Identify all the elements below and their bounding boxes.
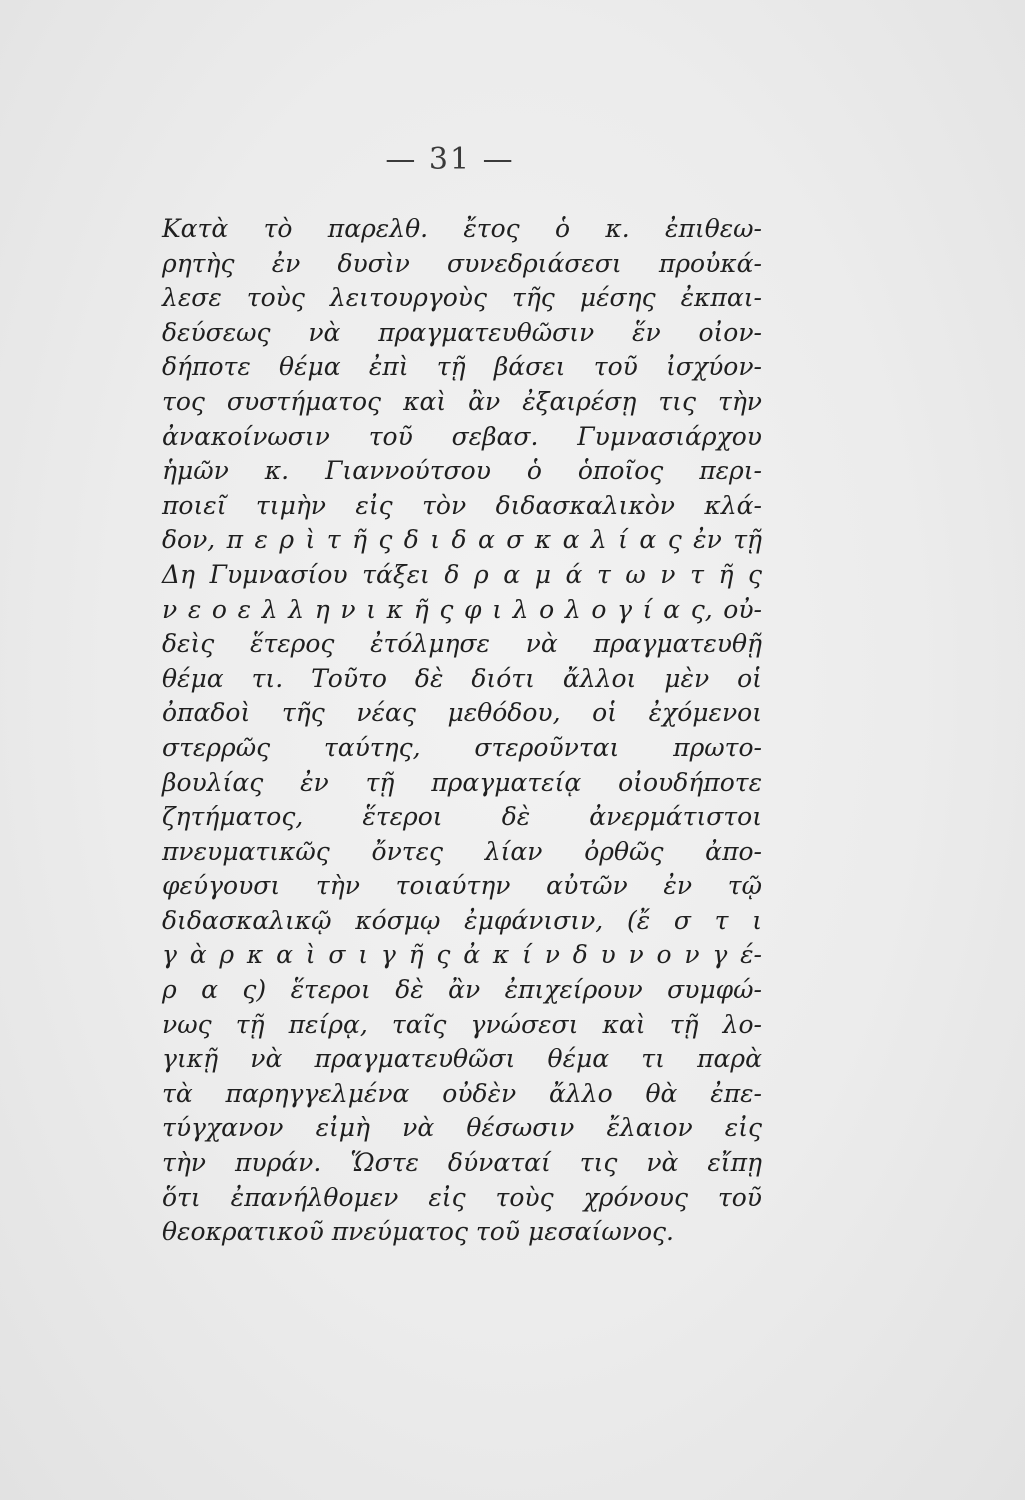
- text-line: τὰ παρηγγελμένα οὐδὲν ἄλλο θὰ ἐπε-: [162, 1078, 762, 1108]
- text-line: ἀνακοίνωσιν τοῦ σεβασ. Γυμνασιάρχου: [162, 421, 762, 451]
- text-line: γ ὰ ρ κ α ὶ σ ι γ ῆ ς ἀ κ ί ν δ υ ν ο ν γ έ-: [162, 940, 762, 970]
- text-line: δεύσεως νὰ πραγματευθῶσιν ἕν οἰον-: [162, 317, 762, 347]
- text-line: διδασκαλικῷ κόσμῳ ἐμφάνισιν, (ἔ σ τ ι: [162, 905, 762, 935]
- page-number: — 31 —: [385, 142, 515, 177]
- text-line: δήποτε θέμα ἐπὶ τῇ βάσει τοῦ ἰσχύον-: [162, 352, 762, 382]
- text-line: δεὶς ἕτερος ἐτόλμησε νὰ πραγματευθῇ: [162, 629, 762, 659]
- text-line: πνευματικῶς ὄντες λίαν ὀρθῶς ἀπο-: [162, 836, 762, 866]
- body-text: [162, 212, 762, 1250]
- text-line: Κατὰ τὸ παρελθ. ἔτος ὁ κ. ἐπιθεω-: [162, 214, 762, 243]
- text-line: Δη Γυμνασίου τάξει δ ρ α μ ά τ ω ν τ ῆ ς: [162, 559, 762, 589]
- text-line: νως τῇ πείρᾳ, ταῖς γνώσεσι καὶ τῇ λο-: [162, 1009, 762, 1039]
- text-line: ζητήματος, ἕτεροι δὲ ἀνερμάτιστοι: [162, 802, 762, 832]
- text-line: φεύγουσι τὴν τοιαύτην αὐτῶν ἐν τῷ: [162, 871, 762, 901]
- text-line: δον, π ε ρ ὶ τ ῆ ς δ ι δ α σ κ α λ ί α ς ἐν τῇ: [162, 525, 762, 555]
- text-line: ὀπαδοὶ τῆς νέας μεθόδου, οἱ ἐχόμενοι: [162, 698, 762, 728]
- text-line: θέμα τι. Τοῦτο δὲ διότι ἄλλοι μὲν οἱ: [162, 663, 762, 693]
- text-line: ν ε ο ε λ λ η ν ι κ ῆ ς φ ι λ ο λ ο γ ί α ς, οὐ-: [162, 594, 762, 624]
- text-line: τος συστήματος καὶ ἂν ἐξαιρέσῃ τις τὴν: [162, 386, 762, 416]
- text-line: ρητὴς ἐν δυσὶν συνεδριάσεσι προὐκά-: [162, 248, 762, 278]
- text-line: ρ α ς) ἕτεροι δὲ ἂν ἐπιχείρουν συμφώ-: [162, 975, 762, 1005]
- text-line: ὅτι ἐπανήλθομεν εἰς τοὺς χρόνους τοῦ: [162, 1182, 762, 1212]
- text-line: στερρῶς ταύτης, στεροῦνται πρωτο-: [162, 732, 762, 762]
- text-line: τύγχανον εἰμὴ νὰ θέσωσιν ἔλαιον εἰς: [162, 1113, 762, 1143]
- text-line: λεσε τοὺς λειτουργοὺς τῆς μέσης ἐκπαι-: [162, 283, 762, 313]
- text-line: γικῇ νὰ πραγματευθῶσι θέμα τι παρὰ: [162, 1044, 762, 1074]
- text-line: θεοκρατικοῦ πνεύματος τοῦ μεσαίωνος.: [162, 1217, 674, 1247]
- text-line: βουλίας ἐν τῇ πραγματείᾳ οἰουδήποτε: [162, 767, 762, 797]
- text-line: τὴν πυράν. Ὥστε δύναταί τις νὰ εἴπῃ: [162, 1148, 762, 1178]
- text-line: ποιεῖ τιμὴν εἰς τὸν διδασκαλικὸν κλά-: [162, 490, 762, 520]
- text-line: ἡμῶν κ. Γιαννούτσου ὁ ὁποῖος περι-: [162, 456, 762, 486]
